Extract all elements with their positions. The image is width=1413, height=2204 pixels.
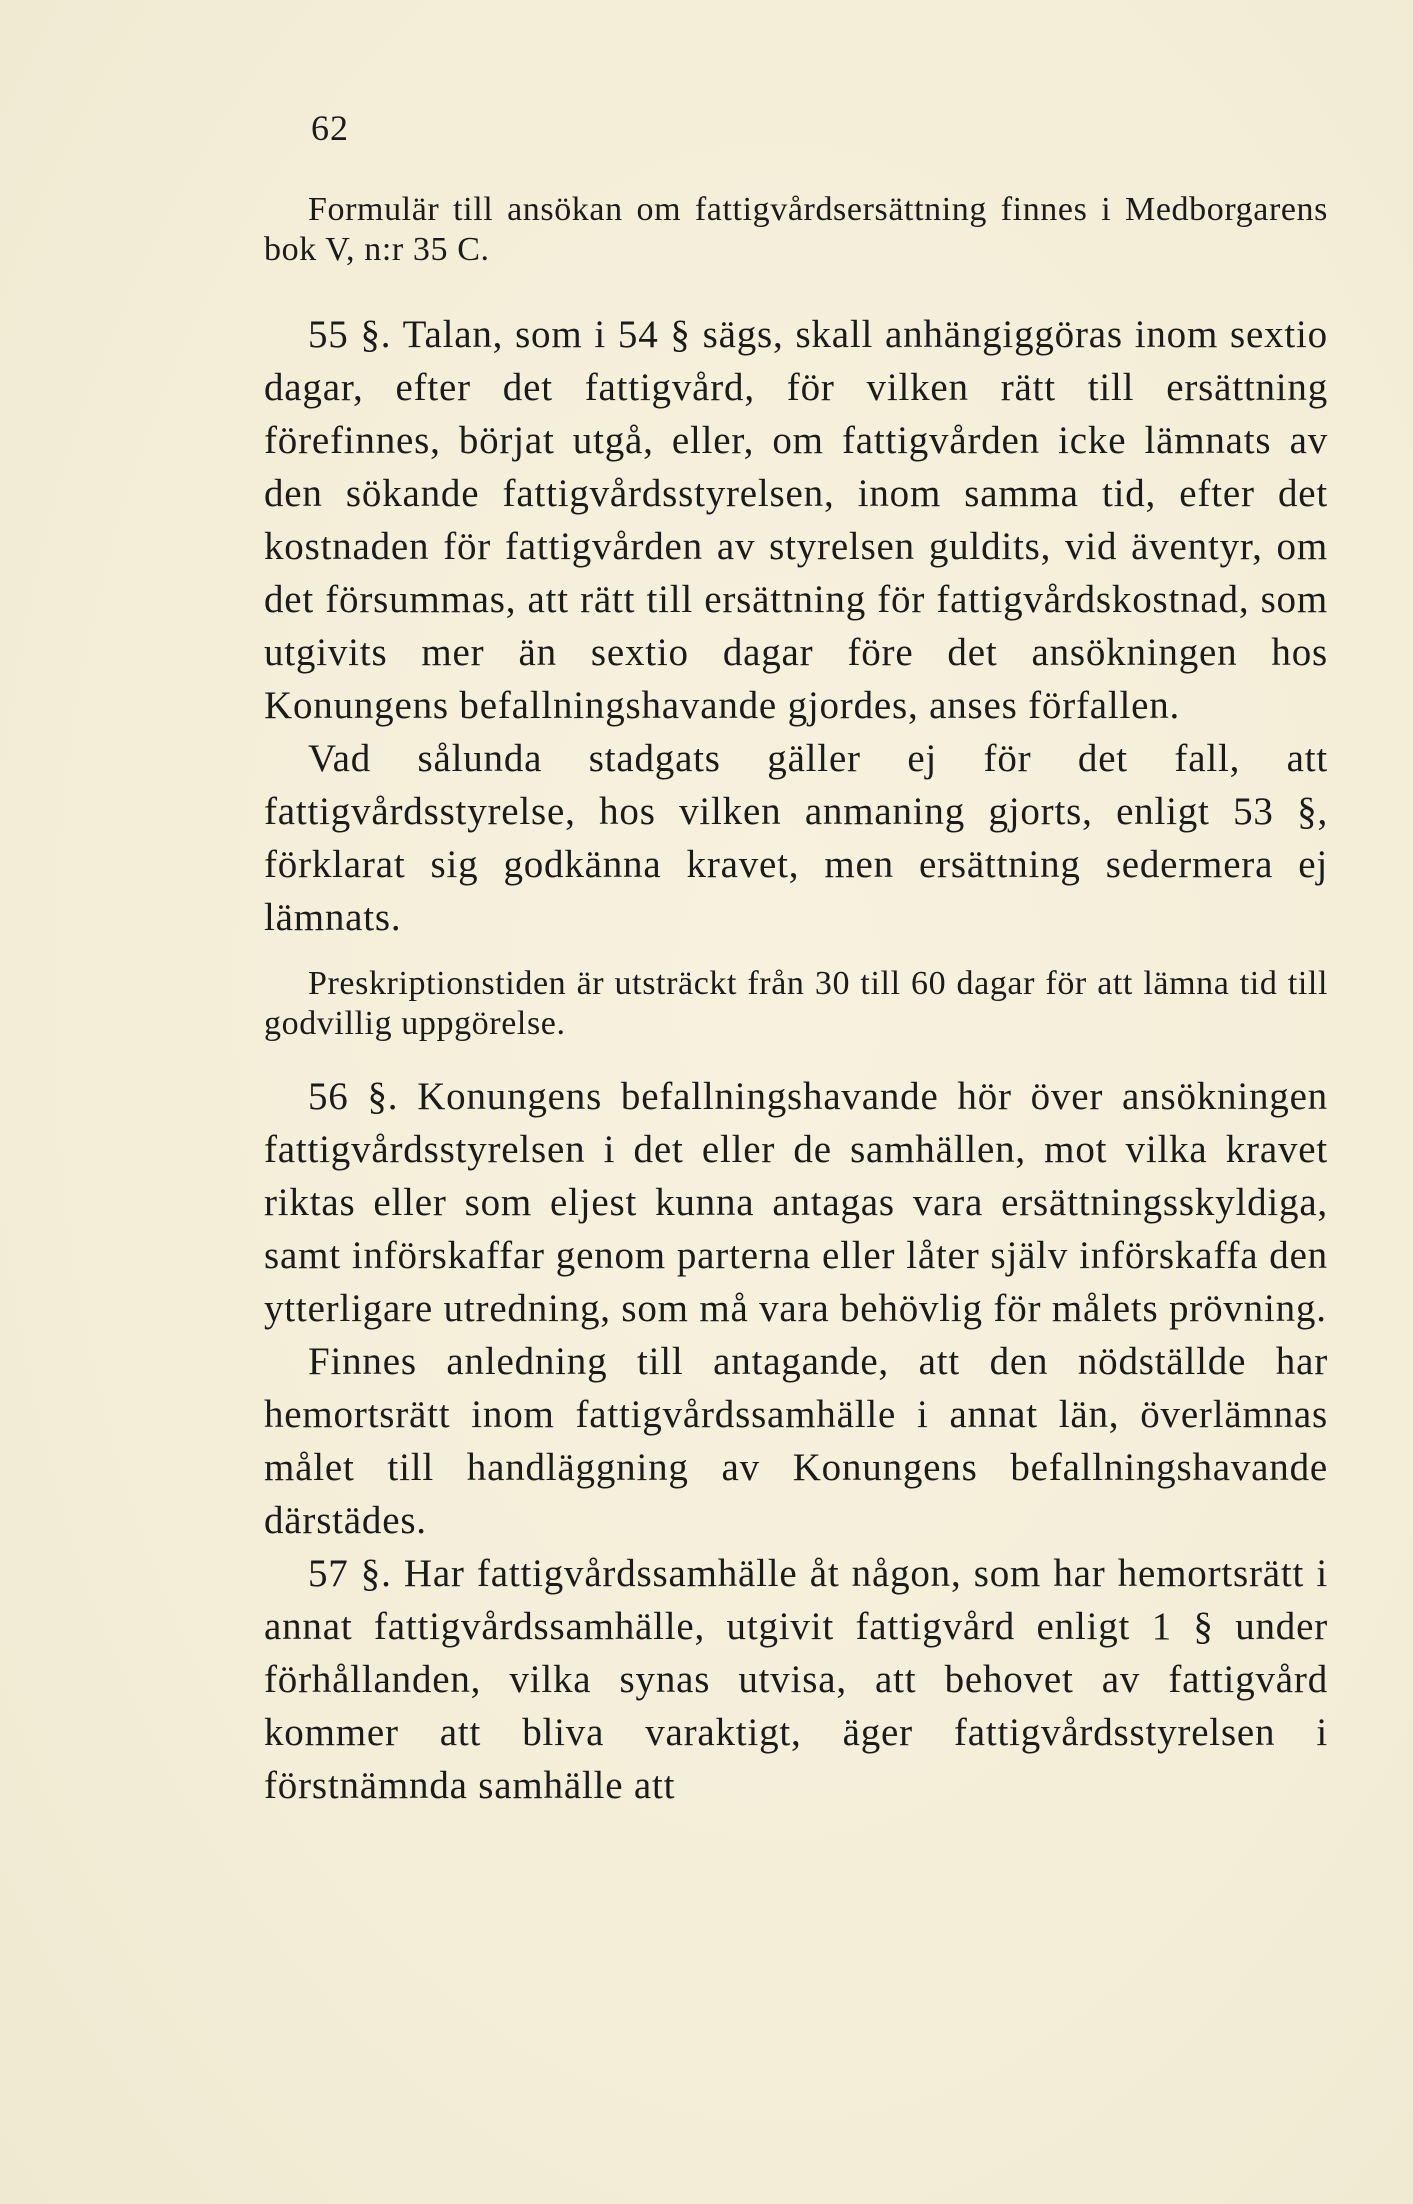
section-56-paragraph-2: Finnes anledning till antagande, att den nödställde har hemortsrätt inom fattigvårdssamhälle i annat län, överlämnas målet till handläggning av Konungens befallningshavande därstädes. — [264, 1340, 1328, 1542]
section-57-number: 57 §. — [308, 1552, 392, 1595]
section-56-number: 56 §. — [308, 1075, 399, 1118]
text-column — [264, 190, 1328, 1812]
section-57-text-1: Har fattigvårdssamhälle åt någon, som har hemortsrätt i annat fattigvårdssamhälle, utgivit fattigvård enligt 1 § under förhållanden, vilka synas utvisa, att behovet av fattigvård kommer att bliva varaktigt, äger fattigvårdsstyrelsen i förstnämnda samhälle att — [264, 1552, 1328, 1807]
footnote-form-reference: Formulär till ansökan om fattigvårdsersättning finnes i Medborgarens bok V, n:r 35 C. — [264, 191, 1328, 268]
page-number: 62 — [311, 108, 349, 148]
section-56-paragraph-1 — [264, 1070, 1328, 1335]
section-55-paragraph-1 — [264, 308, 1328, 732]
note-prescription-period: Preskriptionstiden är utsträckt från 30 till 60 dagar för att lämna tid till godvillig uppgörelse. — [264, 965, 1328, 1042]
section-57-paragraph-1 — [264, 1547, 1328, 1812]
section-55-text-1: Talan, som i 54 § sägs, skall anhängiggöras inom sextio dagar, efter det fattigvård, för vilken rätt till ersättning förefinnes, börjat utgå, eller, om fattigvården icke lämnats av den sökande fattigvårdsstyrelsen, inom samma tid, efter det kostnaden för fattigvården av styrelsen guldits, vid äventyr, om det försummas, att rätt till ersättning för fattigvårdskostnad, som utgivits mer än sextio dagar före det ansökningen hos Konungens befallningshavande gjordes, anses förfallen. — [264, 313, 1328, 727]
section-55-number: 55 §. — [308, 313, 392, 356]
section-55-paragraph-2: Vad sålunda stadgats gäller ej för det fall, att fattigvårdsstyrelse, hos vilken anmaning gjorts, enligt 53 §, förklarat sig godkänna kravet, men ersättning sedermera ej lämnats. — [264, 737, 1328, 939]
section-56-text-1: Konungens befallningshavande hör över ansökningen fattigvårdsstyrelsen i det eller de samhällen, mot vilka kravet riktas eller som eljest kunna antagas vara ersättningsskyldiga, samt införskaffar genom parterna eller låter själv införskaffa den ytterligare utredning, som må vara behövlig för målets prövning. — [264, 1075, 1328, 1330]
